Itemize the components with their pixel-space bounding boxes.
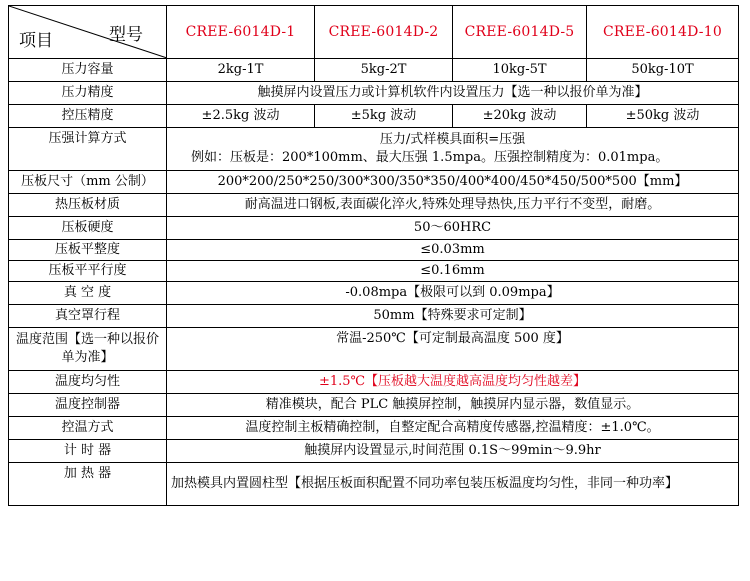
row-temp-controller — [9, 394, 739, 417]
row-control-precision — [9, 105, 739, 128]
value-cell: 常温-250℃【可定制最高温度 500 度】 — [167, 328, 739, 371]
row-capacity — [9, 59, 739, 82]
header-row — [9, 6, 739, 59]
value-cell: 5kg-2T — [315, 59, 453, 82]
value-cell: ±20kg 波动 — [453, 105, 587, 128]
value-cell: 50～60HRC — [167, 217, 739, 240]
row-hardness — [9, 217, 739, 240]
value-cell: -0.08mpa【极限可以到 0.09mpa】 — [167, 282, 739, 305]
value-cell: 50kg-10T — [587, 59, 739, 82]
value-cell: 加热模具内置圆柱型【根据压板面积配置不同功率包装压板温度均匀性，非同一种功率】 — [167, 463, 739, 506]
value-cell: ≤0.03mm — [167, 240, 739, 261]
row-label: 加 热 器 — [9, 463, 167, 506]
row-timer — [9, 440, 739, 463]
row-label: 压力容量 — [9, 59, 167, 82]
row-label: 计 时 器 — [9, 440, 167, 463]
row-temp-uniformity — [9, 371, 739, 394]
value-cell: ±1.5℃【压板越大温度越高温度均匀性越差】 — [167, 371, 739, 394]
model-10: CREE-6014D-10 — [587, 6, 739, 59]
item-header: 项目 — [19, 31, 53, 51]
value-cell: 200*200/250*250/300*300/350*350/400*400/450*450/500*500【mm】 — [167, 171, 739, 194]
spec-table — [8, 5, 739, 506]
row-label: 真空罩行程 — [9, 305, 167, 328]
model-header: 型号 — [109, 25, 143, 45]
value-cell: 10kg-5T — [453, 59, 587, 82]
row-label: 热压板材质 — [9, 194, 167, 217]
value-cell: 2kg-1T — [167, 59, 315, 82]
row-label: 压板尺寸（mm 公制） — [9, 171, 167, 194]
value-cell: ±50kg 波动 — [587, 105, 739, 128]
corner-cell — [9, 6, 167, 59]
value-cell: 温度控制主板精确控制，自整定配合高精度传感器,控温精度：±1.0℃。 — [167, 417, 739, 440]
row-label: 温度范围【选一种以报价单为准】 — [9, 328, 167, 371]
value-cell: 耐高温进口钢板,表面碳化淬火,特殊处理导热快,压力平行不变型，耐磨。 — [167, 194, 739, 217]
value-cell: ≤0.16mm — [167, 261, 739, 282]
row-temp-control-mode — [9, 417, 739, 440]
row-heater — [9, 463, 739, 506]
row-label: 压板平整度 — [9, 240, 167, 261]
row-label: 压强计算方式 — [9, 128, 167, 171]
row-vacuum-stroke — [9, 305, 739, 328]
example-text: 例如：压板是：200*100mm、最大压强 1.5mpa。压强控制精度为：0.01mpa。 — [191, 150, 669, 165]
formula-text: 压力/式样模具面积=压强 — [379, 132, 526, 147]
row-temp-range — [9, 328, 739, 371]
row-label: 温度均匀性 — [9, 371, 167, 394]
value-cell — [167, 128, 739, 171]
row-label: 控压精度 — [9, 105, 167, 128]
row-label: 压板平平行度 — [9, 261, 167, 282]
row-label: 真 空 度 — [9, 282, 167, 305]
value-cell: 精准模块，配合 PLC 触摸屏控制，触摸屏内显示器，数值显示。 — [167, 394, 739, 417]
row-vacuum — [9, 282, 739, 305]
row-label: 压力精度 — [9, 82, 167, 105]
row-label: 压板硬度 — [9, 217, 167, 240]
model-1: CREE-6014D-1 — [167, 6, 315, 59]
value-cell: 触摸屏内设置显示,时间范围 0.1S～99min～9.9hr — [167, 440, 739, 463]
value-cell: ±5kg 波动 — [315, 105, 453, 128]
value-cell: 触摸屏内设置压力或计算机软件内设置压力【选一种以报价单为准】 — [167, 82, 739, 105]
model-5: CREE-6014D-5 — [453, 6, 587, 59]
row-pressure-calc — [9, 128, 739, 171]
row-parallelism — [9, 261, 739, 282]
model-2: CREE-6014D-2 — [315, 6, 453, 59]
row-plate-size — [9, 171, 739, 194]
row-precision — [9, 82, 739, 105]
value-cell: 50mm【特殊要求可定制】 — [167, 305, 739, 328]
row-label: 控温方式 — [9, 417, 167, 440]
row-plate-material — [9, 194, 739, 217]
row-flatness — [9, 240, 739, 261]
row-label: 温度控制器 — [9, 394, 167, 417]
value-cell: ±2.5kg 波动 — [167, 105, 315, 128]
